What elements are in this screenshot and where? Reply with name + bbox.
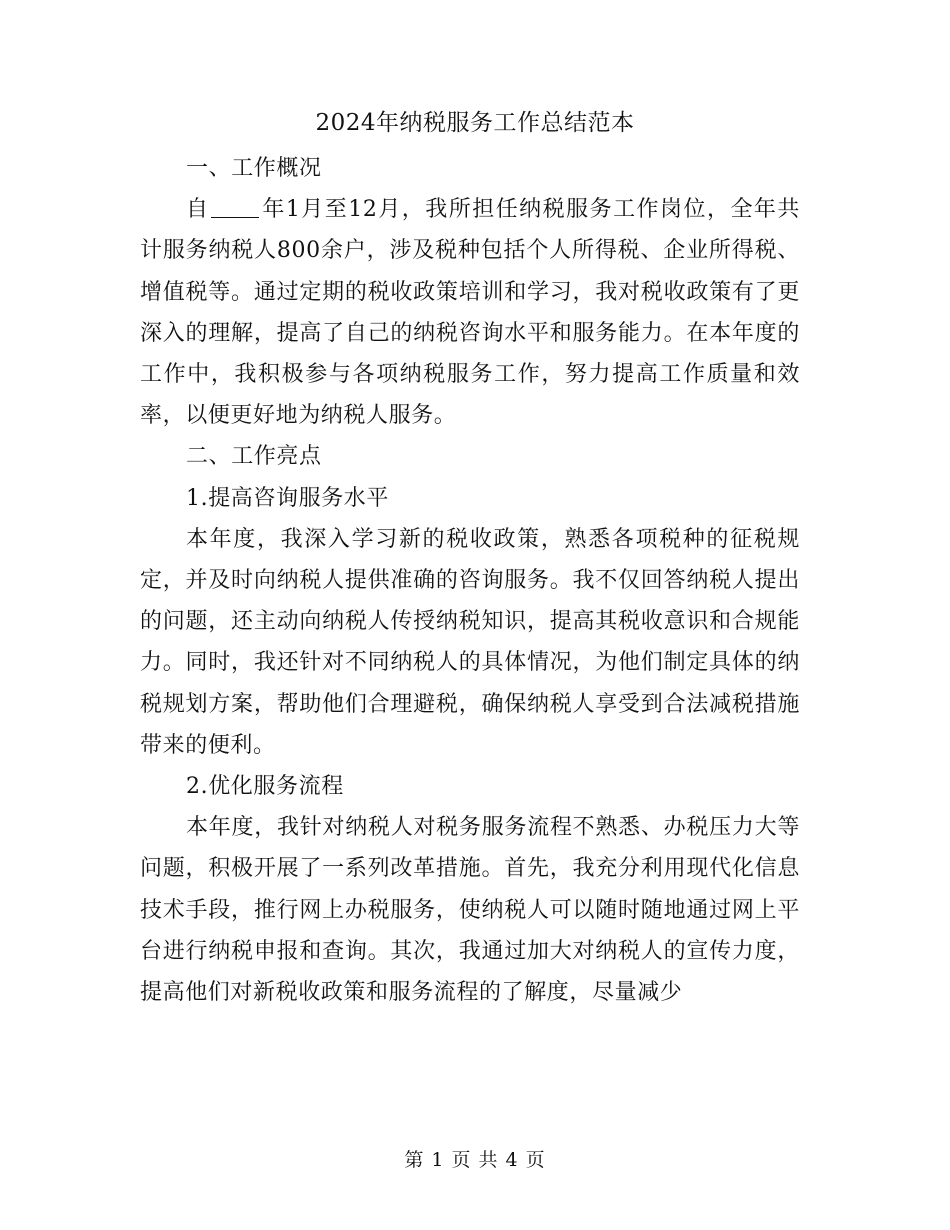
paragraph-overview xyxy=(140,189,800,436)
document-body xyxy=(140,148,800,1013)
paragraph-overview-rest: 年1月至12月，我所担任纳税服务工作岗位，全年共计服务纳税人800余户，涉及税种包括个人所得税、企业所得税、增值税等。通过定期的税收政策培训和学习，我对税收政策有了更深入的理解，提高了自己的纳税咨询水平和服务能力。在本年度的工作中，我积极参与各项纳税服务工作，努力提高工作质量和效率，以便更好地为纳税人服务。 xyxy=(140,197,800,429)
page-footer: 第 1 页 共 4 页 xyxy=(404,1149,546,1171)
subheading-process: 2.优化服务流程 xyxy=(186,774,344,800)
paragraph-consulting: 本年度，我深入学习新的税收政策，熟悉各项税种的征税规定，并及时向纳税人提供准确的咨询服务。我不仅回答纳税人提出的问题，还主动向纳税人传授纳税知识，提高其税收意识和合规能力。同时，我还针对不同纳税人的具体情况，为他们制定具体的纳税规划方案，帮助他们合理避税，确保纳税人享受到合法减税措施带来的便利。 xyxy=(140,526,800,758)
paragraph-overview-start: 自 xyxy=(186,197,210,223)
section-heading-highlights: 二、工作亮点 xyxy=(186,444,322,470)
subheading-consulting: 1.提高咨询服务水平 xyxy=(186,485,389,511)
section-heading-overview: 一、工作概况 xyxy=(186,156,322,181)
document-title: 2024年纳税服务工作总结范本 xyxy=(315,110,635,136)
year-blank-underline xyxy=(211,195,259,218)
paragraph-process: 本年度，我针对纳税人对税务服务流程不熟悉、办税压力大等问题，积极开展了一系列改革措施。首先，我充分利用现代化信息技术手段，推行网上办税服务，使纳税人可以随时随地通过网上平台进行纳税申报和查询。其次，我通过加大对纳税人的宣传力度，提高他们对新税收政策和服务流程的了解度，尽量减少 xyxy=(140,815,800,1006)
